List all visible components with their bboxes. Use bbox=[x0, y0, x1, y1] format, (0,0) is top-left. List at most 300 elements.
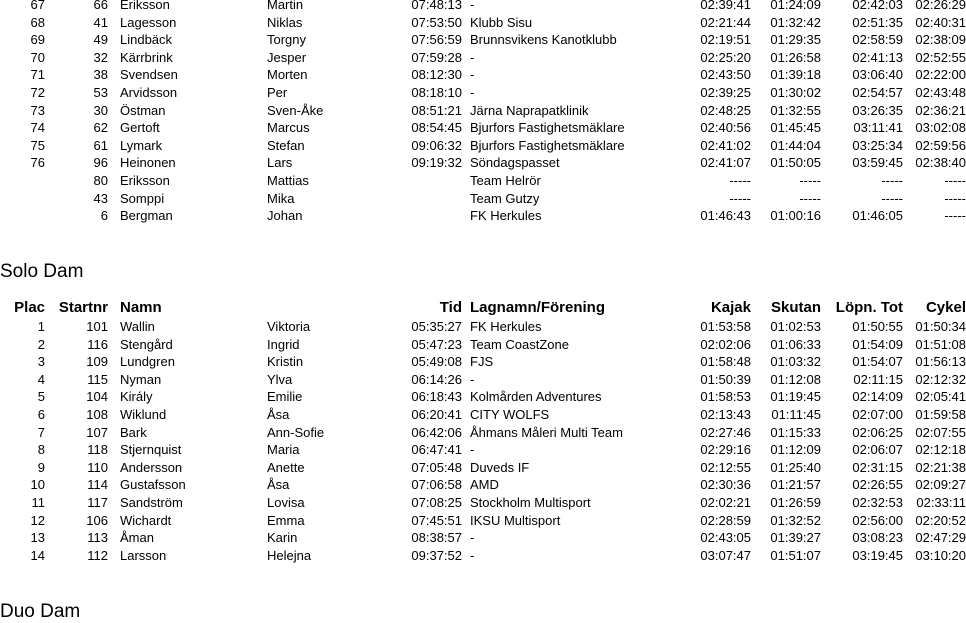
cell-tid: 07:45:51 bbox=[411, 512, 462, 528]
cell-efternamn: Gustafsson bbox=[120, 477, 186, 493]
cell-lagnamn: FK Herkules bbox=[470, 319, 542, 334]
cell-tid: 08:12:30 bbox=[411, 67, 462, 83]
cell-skutan: 01:26:59 bbox=[770, 494, 821, 510]
cell-fornamn: Anette bbox=[267, 459, 305, 475]
cell-tid: 06:20:41 bbox=[411, 406, 462, 422]
table-row bbox=[0, 318, 966, 336]
results-table-previous-class bbox=[0, 0, 966, 225]
cell-cykel: 01:59:58 bbox=[915, 406, 966, 422]
cell-lagnamn: Bjurfors Fastighetsmäklare bbox=[470, 120, 625, 136]
cell-skutan: 01:24:09 bbox=[770, 0, 821, 12]
cell-fornamn: Åsa bbox=[267, 477, 290, 493]
cell-startnr: 110 bbox=[87, 459, 108, 475]
table-row bbox=[0, 494, 966, 512]
table-row bbox=[0, 66, 966, 84]
cell-efternamn: Bark bbox=[120, 424, 147, 440]
cell-startnr: 38 bbox=[93, 67, 108, 83]
cell-plac: 8 bbox=[37, 442, 45, 458]
cell-cykel: 01:50:34 bbox=[915, 319, 966, 334]
cell-fornamn: Ingrid bbox=[267, 336, 300, 352]
cell-skutan: ----- bbox=[799, 172, 821, 188]
cell-cykel: 01:56:13 bbox=[915, 354, 966, 370]
cell-skutan: 01:12:09 bbox=[770, 442, 821, 458]
cell-efternamn: Lindbäck bbox=[120, 32, 173, 48]
cell-tid: 06:18:43 bbox=[411, 389, 462, 405]
cell-startnr: 108 bbox=[86, 406, 108, 422]
cell-tid: 07:53:50 bbox=[411, 14, 462, 30]
table-header-row bbox=[0, 298, 966, 318]
cell-cykel: 02:38:40 bbox=[915, 155, 966, 171]
cell-startnr: 116 bbox=[87, 336, 108, 352]
table-row bbox=[0, 119, 966, 137]
cell-fornamn: Viktoria bbox=[267, 319, 311, 334]
cell-skutan: 01:50:05 bbox=[770, 155, 821, 171]
cell-kajak: ----- bbox=[729, 190, 751, 206]
cell-efternamn: Nyman bbox=[120, 371, 162, 387]
cell-kajak: 02:27:46 bbox=[700, 424, 751, 440]
cell-skutan: 01:51:07 bbox=[770, 547, 821, 563]
cell-skutan: ----- bbox=[799, 190, 821, 206]
cell-cykel: 02:07:55 bbox=[915, 424, 966, 440]
cell-cykel: 02:43:48 bbox=[915, 84, 966, 100]
cell-kajak: 01:46:43 bbox=[700, 208, 751, 224]
header-plac: Plac bbox=[14, 299, 45, 316]
cell-lagnamn: Järna Naprapatklinik bbox=[470, 102, 589, 118]
cell-cykel: 01:51:08 bbox=[915, 336, 966, 352]
cell-startnr: 80 bbox=[93, 172, 108, 188]
cell-lopning: 02:58:59 bbox=[852, 32, 903, 48]
cell-skutan: 01:32:42 bbox=[770, 14, 821, 30]
table-row bbox=[0, 424, 966, 442]
cell-plac: 1 bbox=[37, 319, 45, 334]
cell-tid bbox=[383, 172, 462, 190]
cell-lopning: 03:06:40 bbox=[852, 67, 903, 83]
cell-fornamn: Morten bbox=[267, 67, 308, 83]
cell-lagnamn: Kolmården Adventures bbox=[470, 389, 602, 405]
cell-plac: 68 bbox=[30, 14, 45, 30]
cell-startnr: 41 bbox=[93, 14, 108, 30]
cell-efternamn: Bergman bbox=[120, 208, 173, 224]
cell-skutan: 01:45:45 bbox=[770, 120, 821, 136]
cell-tid bbox=[383, 190, 462, 208]
cell-plac: 70 bbox=[30, 49, 45, 65]
cell-tid bbox=[383, 207, 462, 225]
cell-efternamn: Király bbox=[120, 389, 153, 405]
cell-skutan: 01:21:57 bbox=[770, 477, 821, 493]
cell-lopning: 03:11:41 bbox=[853, 120, 903, 136]
cell-efternamn: Heinonen bbox=[120, 155, 176, 171]
cell-lopning: 02:54:57 bbox=[852, 84, 903, 100]
table-row bbox=[0, 441, 966, 459]
cell-fornamn: Niklas bbox=[267, 14, 303, 30]
cell-startnr: 30 bbox=[93, 102, 108, 118]
cell-lopning: 02:11:15 bbox=[853, 371, 903, 387]
cell-kajak: 01:58:53 bbox=[700, 389, 751, 405]
cell-tid: 06:14:26 bbox=[411, 371, 462, 387]
cell-lopning: 03:59:45 bbox=[852, 155, 903, 171]
header-namn: Namn bbox=[120, 299, 162, 316]
cell-cykel: 02:38:09 bbox=[915, 32, 966, 48]
cell-skutan: 01:19:45 bbox=[770, 389, 821, 405]
header-startnr: Startnr bbox=[58, 299, 108, 316]
cell-startnr: 113 bbox=[87, 530, 108, 546]
cell-tid: 08:51:21 bbox=[411, 102, 462, 118]
cell-lopning: 03:25:34 bbox=[852, 137, 903, 153]
cell-cykel: 02:59:56 bbox=[915, 137, 966, 153]
cell-plac: 11 bbox=[31, 494, 45, 510]
cell-startnr: 43 bbox=[93, 190, 108, 206]
cell-plac: 3 bbox=[37, 354, 45, 370]
cell-lagnamn: - bbox=[470, 442, 475, 458]
cell-cykel: 02:40:31 bbox=[915, 14, 966, 30]
cell-startnr: 112 bbox=[87, 547, 108, 563]
cell-kajak: 02:19:51 bbox=[700, 32, 751, 48]
cell-lagnamn: Söndagspasset bbox=[470, 155, 560, 171]
cell-startnr: 117 bbox=[87, 494, 108, 510]
cell-cykel: 03:10:20 bbox=[915, 547, 966, 563]
cell-startnr: 115 bbox=[87, 371, 108, 387]
cell-tid: 05:35:27 bbox=[411, 319, 462, 334]
cell-lopning: 02:42:03 bbox=[852, 0, 903, 12]
cell-cykel: 02:47:29 bbox=[915, 530, 966, 546]
cell-plac: 7 bbox=[37, 424, 45, 440]
cell-lagnamn: - bbox=[470, 84, 475, 100]
cell-skutan: 01:39:18 bbox=[770, 67, 821, 83]
cell-tid: 09:06:32 bbox=[411, 137, 462, 153]
cell-fornamn: Per bbox=[267, 84, 288, 100]
cell-startnr: 62 bbox=[93, 120, 108, 136]
cell-lagnamn: - bbox=[470, 547, 475, 563]
table-row bbox=[0, 529, 966, 547]
cell-skutan: 01:39:27 bbox=[770, 530, 821, 546]
cell-lagnamn: - bbox=[470, 530, 475, 546]
cell-efternamn: Arvidsson bbox=[120, 84, 178, 100]
cell-lagnamn: Stockholm Multisport bbox=[470, 494, 591, 510]
cell-lagnamn: IKSU Multisport bbox=[470, 512, 561, 528]
cell-lopning: 01:46:05 bbox=[852, 208, 903, 224]
cell-efternamn: Svendsen bbox=[120, 67, 178, 83]
cell-lagnamn: Brunnsvikens Kanotklubb bbox=[470, 32, 617, 48]
cell-kajak: 02:40:56 bbox=[700, 120, 751, 136]
cell-efternamn: Lagesson bbox=[120, 14, 177, 30]
cell-lagnamn: - bbox=[470, 371, 475, 387]
header-lopning: Löpn. Tot bbox=[835, 299, 903, 316]
cell-startnr: 106 bbox=[86, 512, 108, 528]
cell-plac: 14 bbox=[30, 547, 45, 563]
cell-tid: 07:59:28 bbox=[411, 49, 462, 65]
cell-tid: 06:42:06 bbox=[411, 424, 462, 440]
cell-startnr: 53 bbox=[93, 84, 108, 100]
cell-plac: 67 bbox=[30, 0, 45, 12]
cell-fornamn: Emma bbox=[267, 512, 305, 528]
table-row bbox=[0, 172, 966, 190]
table-row bbox=[0, 84, 966, 102]
cell-plac: 76 bbox=[30, 155, 45, 171]
cell-kajak: 02:41:07 bbox=[700, 155, 751, 171]
cell-kajak: 02:02:06 bbox=[700, 336, 751, 352]
cell-lagnamn: Team Helrör bbox=[470, 172, 541, 188]
cell-kajak: 02:02:21 bbox=[700, 494, 751, 510]
cell-skutan: 01:15:33 bbox=[770, 424, 821, 440]
cell-skutan: 01:12:08 bbox=[770, 371, 821, 387]
cell-lopning: ----- bbox=[881, 172, 903, 188]
cell-kajak: 02:43:50 bbox=[700, 67, 751, 83]
cell-fornamn: Jesper bbox=[267, 49, 307, 65]
cell-plac: 73 bbox=[30, 102, 45, 118]
cell-tid: 08:38:57 bbox=[411, 530, 462, 546]
cell-efternamn: Lymark bbox=[120, 137, 163, 153]
cell-cykel: 02:05:41 bbox=[915, 389, 966, 405]
cell-kajak: 02:43:05 bbox=[700, 530, 751, 546]
cell-efternamn: Andersson bbox=[120, 459, 183, 475]
cell-efternamn: Larsson bbox=[120, 547, 167, 563]
cell-kajak: 01:53:58 bbox=[700, 319, 751, 334]
cell-lopning: 02:56:00 bbox=[852, 512, 903, 528]
cell-startnr: 96 bbox=[93, 155, 108, 171]
cell-cykel: ----- bbox=[944, 172, 966, 188]
cell-kajak: 02:12:55 bbox=[700, 459, 751, 475]
cell-lagnamn: - bbox=[470, 49, 475, 65]
cell-lagnamn: FK Herkules bbox=[470, 208, 542, 224]
cell-plac: 12 bbox=[30, 512, 45, 528]
cell-skutan: 01:26:58 bbox=[770, 49, 821, 65]
cell-efternamn: Wiklund bbox=[120, 406, 167, 422]
cell-skutan: 01:02:53 bbox=[770, 319, 821, 334]
cell-cykel: 02:12:32 bbox=[915, 371, 966, 387]
cell-fornamn: Åsa bbox=[267, 406, 290, 422]
header-kajak: Kajak bbox=[710, 299, 751, 316]
cell-kajak: 01:50:39 bbox=[700, 371, 751, 387]
cell-efternamn: Lundgren bbox=[120, 354, 175, 370]
cell-tid: 07:56:59 bbox=[411, 32, 462, 48]
cell-plac: 69 bbox=[30, 32, 45, 48]
cell-lopning: 01:50:55 bbox=[852, 319, 903, 334]
cell-lopning: 03:08:23 bbox=[852, 530, 903, 546]
cell-cykel: 03:02:08 bbox=[915, 120, 966, 136]
results-body bbox=[0, 0, 966, 225]
cell-lagnamn: Åhmans Måleri Multi Team bbox=[470, 424, 623, 440]
cell-lopning: 03:19:45 bbox=[852, 547, 903, 563]
header-cykel: Cykel bbox=[925, 299, 966, 316]
cell-lagnamn: Bjurfors Fastighetsmäklare bbox=[470, 137, 625, 153]
table-row bbox=[0, 353, 966, 371]
cell-plac bbox=[0, 207, 45, 225]
table-row bbox=[0, 31, 966, 49]
cell-efternamn: Somppi bbox=[120, 190, 165, 206]
cell-startnr: 118 bbox=[87, 442, 108, 458]
cell-cykel: 02:26:29 bbox=[915, 0, 966, 12]
cell-lagnamn: Duveds IF bbox=[470, 459, 530, 475]
cell-startnr: 101 bbox=[86, 319, 108, 334]
cell-startnr: 32 bbox=[93, 49, 108, 65]
table-row bbox=[0, 406, 966, 424]
cell-lagnamn: CITY WOLFS bbox=[470, 406, 550, 422]
cell-startnr: 104 bbox=[86, 389, 108, 405]
cell-skutan: 01:29:35 bbox=[770, 32, 821, 48]
section-title-solo-dam: Solo Dam bbox=[0, 261, 84, 282]
results-body bbox=[0, 318, 966, 564]
cell-cykel: 02:09:27 bbox=[915, 477, 966, 493]
cell-kajak: 02:25:20 bbox=[700, 49, 751, 65]
cell-efternamn: Sandström bbox=[120, 494, 183, 510]
cell-lagnamn: - bbox=[470, 67, 475, 83]
cell-lopning: 02:14:09 bbox=[852, 389, 903, 405]
cell-fornamn: Torgny bbox=[267, 32, 307, 48]
cell-plac: 13 bbox=[30, 530, 45, 546]
table-row bbox=[0, 0, 966, 14]
results-table-solo-dam bbox=[0, 298, 966, 564]
cell-tid: 08:18:10 bbox=[411, 84, 462, 100]
cell-efternamn: Kärrbrink bbox=[120, 49, 173, 65]
table-row bbox=[0, 137, 966, 155]
header-skutan: Skutan bbox=[770, 299, 821, 316]
cell-plac: 4 bbox=[37, 371, 45, 387]
cell-tid: 05:49:08 bbox=[411, 354, 462, 370]
cell-tid: 07:06:58 bbox=[411, 477, 462, 493]
cell-kajak: 02:13:43 bbox=[700, 406, 751, 422]
table-row bbox=[0, 190, 966, 208]
cell-startnr: 107 bbox=[86, 424, 108, 440]
cell-efternamn: Gertoft bbox=[120, 120, 160, 136]
cell-efternamn: Stengård bbox=[120, 336, 173, 352]
cell-tid: 06:47:41 bbox=[411, 442, 462, 458]
cell-cykel: 02:21:38 bbox=[915, 459, 966, 475]
cell-cykel: ----- bbox=[944, 208, 966, 224]
cell-lagnamn: Klubb Sisu bbox=[470, 14, 533, 30]
cell-fornamn: Kristin bbox=[267, 354, 304, 370]
cell-plac: 71 bbox=[30, 67, 45, 83]
cell-cykel: 02:36:21 bbox=[915, 102, 966, 118]
cell-fornamn: Sven-Åke bbox=[267, 102, 324, 118]
cell-kajak: ----- bbox=[729, 172, 751, 188]
cell-efternamn: Östman bbox=[120, 102, 166, 118]
table-row bbox=[0, 154, 966, 172]
cell-fornamn: Mattias bbox=[267, 172, 309, 188]
cell-cykel: 02:20:52 bbox=[915, 512, 966, 528]
cell-lopning: 02:06:25 bbox=[852, 424, 903, 440]
cell-efternamn: Wallin bbox=[120, 319, 155, 334]
cell-kajak: 02:30:36 bbox=[700, 477, 751, 493]
cell-plac: 75 bbox=[30, 137, 45, 153]
cell-kajak: 02:39:41 bbox=[700, 0, 751, 12]
cell-tid: 07:05:48 bbox=[411, 459, 462, 475]
cell-tid: 09:37:52 bbox=[411, 547, 462, 563]
cell-skutan: 01:25:40 bbox=[770, 459, 821, 475]
cell-fornamn: Ylva bbox=[267, 371, 293, 387]
table-row bbox=[0, 14, 966, 32]
table-row bbox=[0, 336, 966, 354]
cell-lopning: 02:41:13 bbox=[852, 49, 903, 65]
cell-startnr: 109 bbox=[86, 354, 108, 370]
cell-cykel: ----- bbox=[944, 190, 966, 206]
cell-cykel: 02:52:55 bbox=[915, 49, 966, 65]
table-row bbox=[0, 459, 966, 477]
header-tid: Tid bbox=[439, 299, 462, 316]
cell-lopning: 02:51:35 bbox=[852, 14, 903, 30]
cell-lagnamn: Team Gutzy bbox=[470, 190, 540, 206]
cell-lagnamn: - bbox=[470, 0, 475, 12]
cell-startnr: 66 bbox=[93, 0, 108, 12]
cell-efternamn: Eriksson bbox=[120, 0, 170, 12]
cell-fornamn: Lovisa bbox=[267, 494, 305, 510]
cell-lopning: 01:54:07 bbox=[852, 354, 903, 370]
cell-tid: 07:48:13 bbox=[411, 0, 462, 12]
cell-lopning: 02:31:15 bbox=[852, 459, 903, 475]
cell-skutan: 01:00:16 bbox=[770, 208, 821, 224]
cell-kajak: 02:21:44 bbox=[700, 14, 751, 30]
cell-kajak: 01:58:48 bbox=[700, 354, 751, 370]
cell-fornamn: Johan bbox=[267, 208, 303, 224]
cell-skutan: 01:11:45 bbox=[771, 406, 821, 422]
table-row bbox=[0, 102, 966, 120]
cell-plac bbox=[0, 172, 45, 190]
cell-startnr: 114 bbox=[87, 477, 108, 493]
cell-cykel: 02:33:11 bbox=[916, 494, 966, 510]
cell-fornamn: Marcus bbox=[267, 120, 310, 136]
cell-plac: 2 bbox=[37, 336, 45, 352]
cell-fornamn: Emilie bbox=[267, 389, 303, 405]
cell-skutan: 01:44:04 bbox=[770, 137, 821, 153]
cell-skutan: 01:32:55 bbox=[770, 102, 821, 118]
cell-fornamn: Lars bbox=[267, 155, 293, 171]
cell-plac: 6 bbox=[37, 406, 45, 422]
cell-fornamn: Martin bbox=[267, 0, 304, 12]
cell-tid: 08:54:45 bbox=[411, 120, 462, 136]
cell-tid: 07:08:25 bbox=[411, 494, 462, 510]
cell-kajak: 02:29:16 bbox=[700, 442, 751, 458]
cell-lopning: 01:54:09 bbox=[852, 336, 903, 352]
cell-fornamn: Stefan bbox=[267, 137, 305, 153]
cell-efternamn: Stjernquist bbox=[120, 442, 182, 458]
section-title-duo-dam: Duo Dam bbox=[0, 601, 81, 622]
cell-fornamn: Karin bbox=[267, 530, 298, 546]
cell-lopning: 02:06:07 bbox=[852, 442, 903, 458]
cell-plac: 5 bbox=[37, 389, 45, 405]
cell-plac bbox=[0, 190, 45, 208]
cell-kajak: 02:39:25 bbox=[700, 84, 751, 100]
cell-startnr: 61 bbox=[93, 137, 108, 153]
cell-fornamn: Ann-Sofie bbox=[267, 424, 325, 440]
cell-lagnamn: Team CoastZone bbox=[470, 336, 569, 352]
table-row bbox=[0, 207, 966, 225]
cell-tid: 09:19:32 bbox=[411, 155, 462, 171]
cell-kajak: 02:41:02 bbox=[700, 137, 751, 153]
cell-startnr: 6 bbox=[100, 208, 108, 224]
table-row bbox=[0, 49, 966, 67]
table-row bbox=[0, 476, 966, 494]
table-row bbox=[0, 547, 966, 565]
cell-cykel: 02:22:00 bbox=[915, 67, 966, 83]
header-fornamn bbox=[267, 298, 383, 318]
cell-efternamn: Wichardt bbox=[120, 512, 172, 528]
cell-lopning: 03:26:35 bbox=[852, 102, 903, 118]
cell-cykel: 02:12:18 bbox=[915, 442, 966, 458]
cell-kajak: 02:28:59 bbox=[700, 512, 751, 528]
cell-skutan: 01:30:02 bbox=[770, 84, 821, 100]
cell-kajak: 02:48:25 bbox=[700, 102, 751, 118]
cell-skutan: 01:32:52 bbox=[770, 512, 821, 528]
table-row bbox=[0, 512, 966, 530]
cell-lopning: 02:26:55 bbox=[852, 477, 903, 493]
cell-lopning: 02:32:53 bbox=[852, 494, 903, 510]
cell-fornamn: Mika bbox=[267, 190, 295, 206]
cell-lagnamn: FJS bbox=[470, 354, 494, 370]
cell-kajak: 03:07:47 bbox=[700, 547, 751, 563]
cell-skutan: 01:03:32 bbox=[770, 354, 821, 370]
cell-tid: 05:47:23 bbox=[411, 336, 462, 352]
cell-plac: 10 bbox=[30, 477, 45, 493]
table-row bbox=[0, 388, 966, 406]
